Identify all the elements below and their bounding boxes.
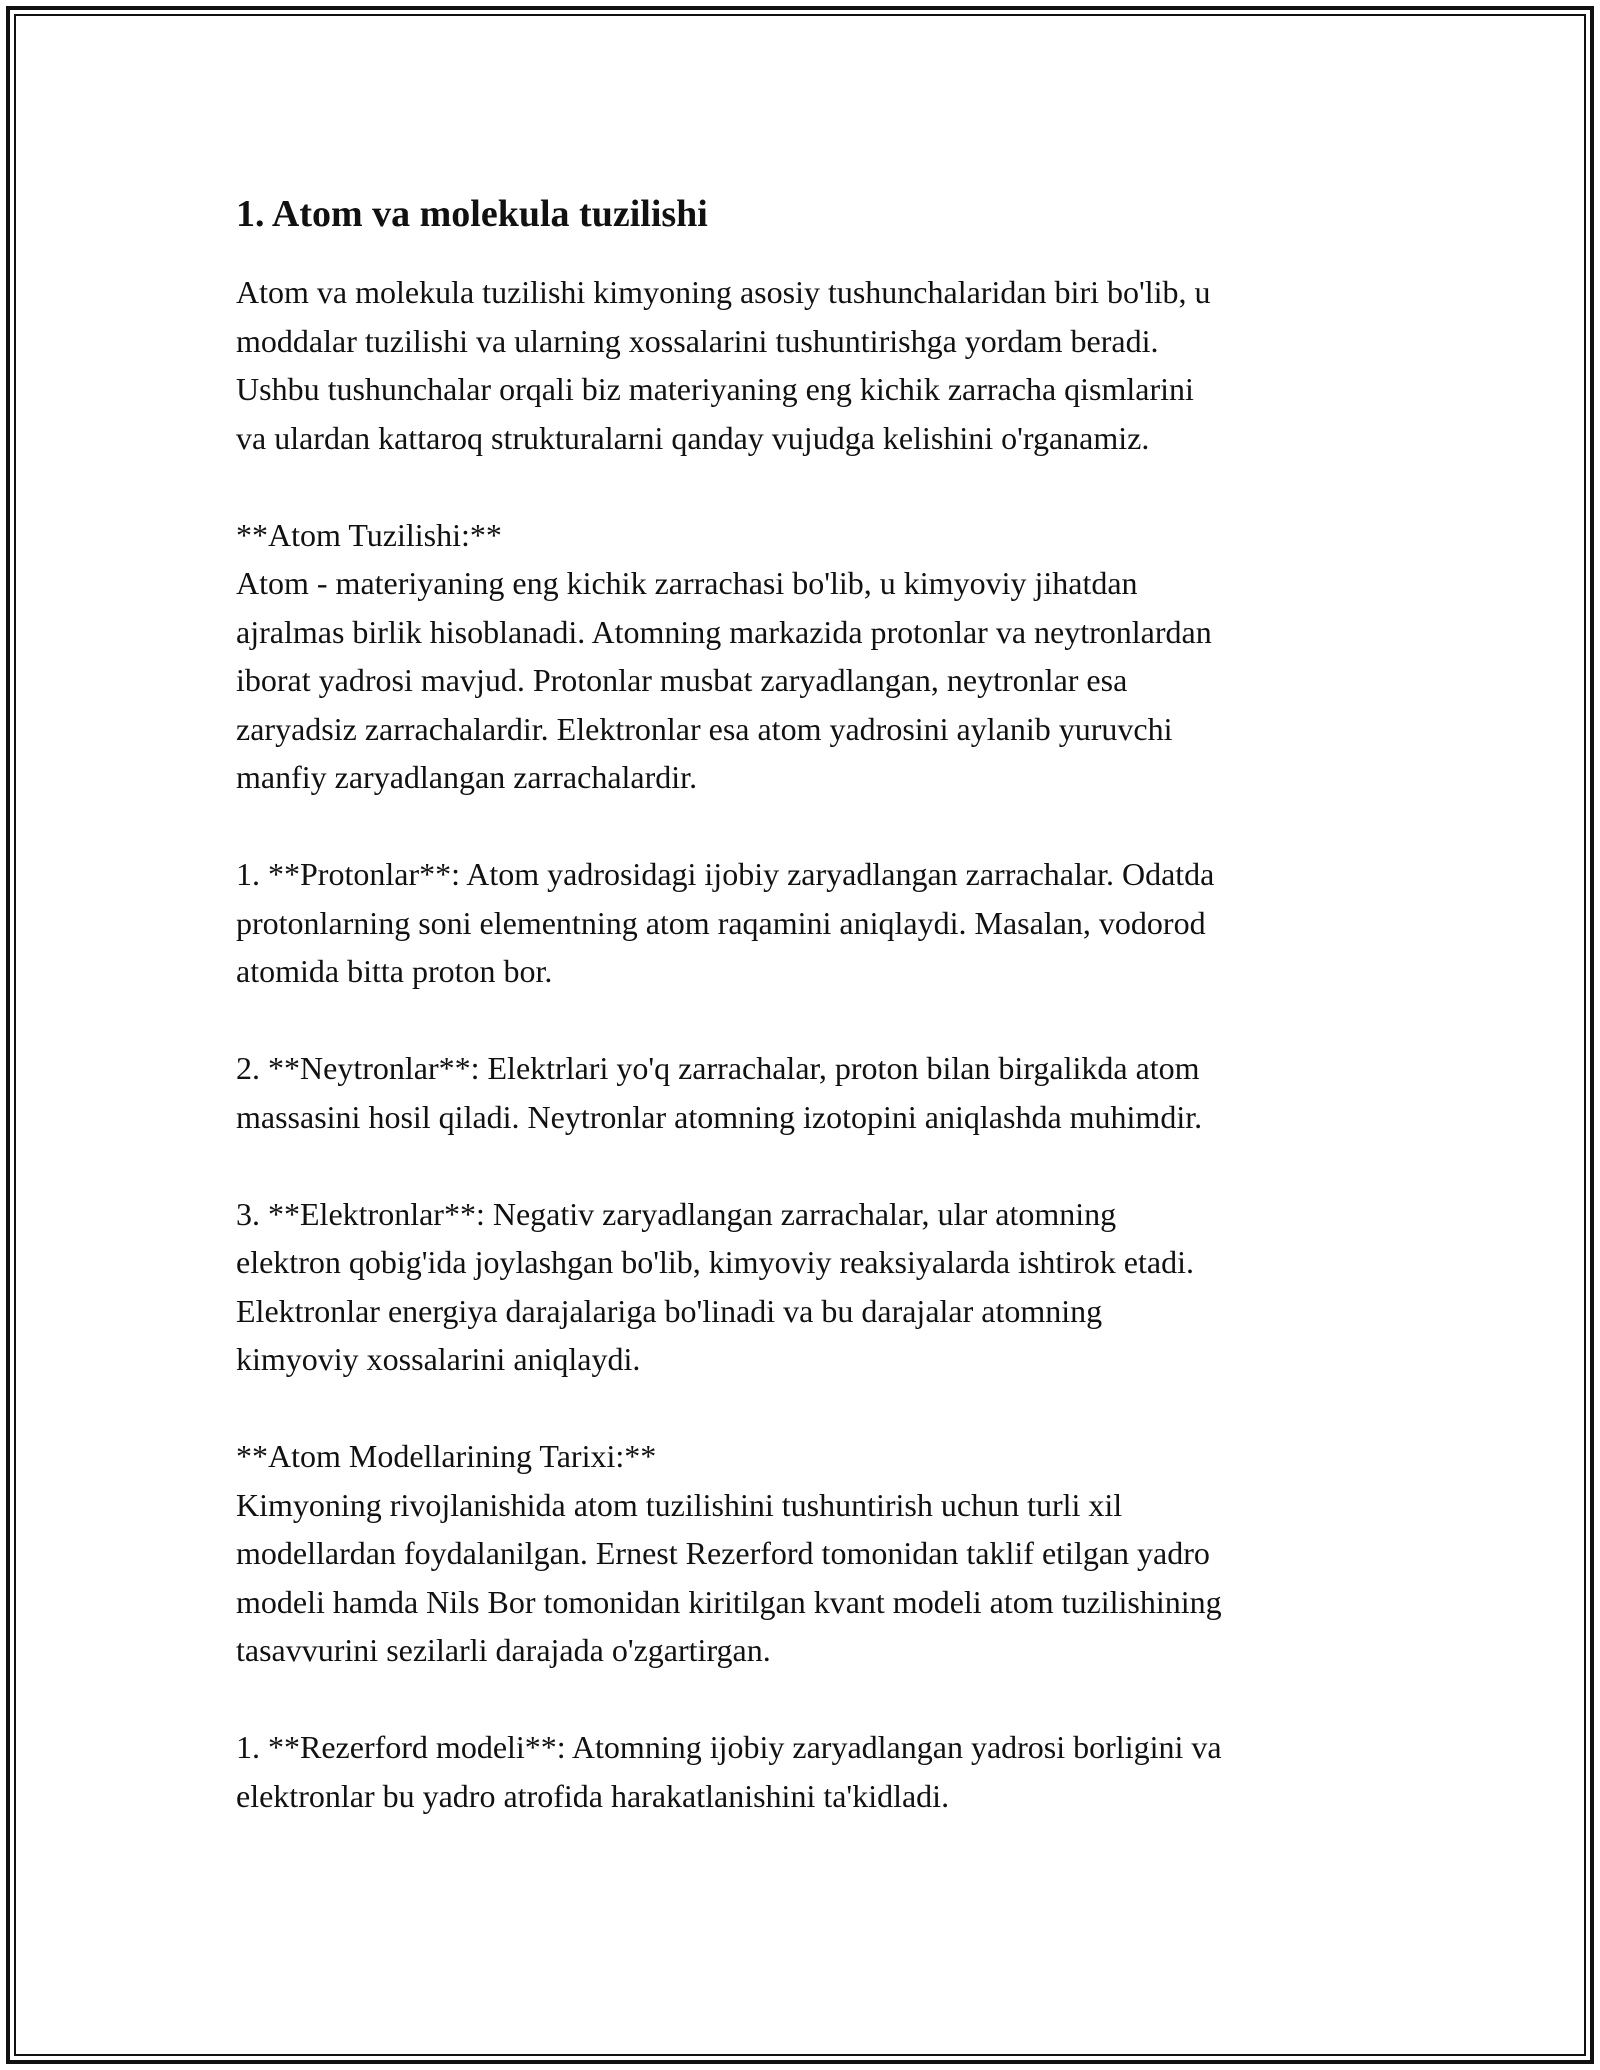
paragraph-spacer bbox=[236, 462, 1386, 511]
atom-structure-heading: **Atom Tuzilishi:** bbox=[236, 516, 502, 553]
list-item-neytronlar: 2. **Neytronlar**: Elektrlari yo'q zarrachalar, proton bilan birgalikda atom massasini hosil qiladi. Neytronlar atomning izotopini aniqlashda muhimdir. bbox=[236, 1050, 1203, 1135]
paragraph-spacer bbox=[236, 996, 1386, 1045]
document-body bbox=[236, 186, 1386, 1820]
paragraph-spacer bbox=[236, 1141, 1386, 1190]
atom-structure-paragraph: Atom - materiyaning eng kichik zarrachasi bo'lib, u kimyoviy jihatdan ajralmas birlik hisoblanadi. Atomning markazida protonlar va neytronlardan iborat yadrosi mavjud. Protonlar musbat zaryadlangan, neytronlar esa zaryadsiz zarrachalardir. Elektronlar esa atom yadrosini aylanib yuruvchi manfiy zaryadlangan zarrachalardir. bbox=[236, 565, 1212, 795]
paragraph-spacer bbox=[236, 802, 1386, 851]
paragraph-spacer bbox=[236, 1675, 1386, 1724]
models-history-paragraph: Kimyoning rivojlanishida atom tuzilishini tushuntirish uchun turli xil modellardan foydalanilgan. Ernest Rezerford tomonidan taklif etilgan yadro modeli hamda Nils Bor tomonidan kiritilgan kvant modeli atom tuzilishining tasavvurini sezilarli darajada o'zgartirgan. bbox=[236, 1486, 1222, 1668]
list-item-elektronlar: 3. **Elektronlar**: Negativ zaryadlangan zarrachalar, ular atomning elektron qobig'ida joylashgan bo'lib, kimyoviy reaksiyalarda ishtirok etadi. Elektronlar energiya darajalariga bo'linadi va bu darajalar atomning kimyoviy xossalarini aniqlaydi. bbox=[236, 1195, 1194, 1377]
models-history-heading: **Atom Modellarining Tarixi:** bbox=[236, 1438, 657, 1474]
intro-paragraph: Atom va molekula tuzilishi kimyoning asosiy tushunchalaridan biri bo'lib, u moddalar tuzilishi va ularning xossalarini tushuntirishga yordam beradi. Ushbu tushunchalar orqali biz materiyaning eng kichik zarracha qismlarini va ulardan kattaroq strukturalarni qanday vujudga kelishini o'rganamiz. bbox=[236, 274, 1211, 456]
paragraph-spacer bbox=[236, 1384, 1386, 1433]
document-title: 1. Atom va molekula tuzilishi bbox=[236, 193, 708, 235]
list-item-protonlar: 1. **Protonlar**: Atom yadrosidagi ijobiy zaryadlangan zarrachalar. Odatda protonlarning soni elementning atom raqamini aniqlaydi. Masalan, vodorod atomida bitta proton bor. bbox=[236, 856, 1215, 989]
list-item-rezerford-modeli: 1. **Rezerford modeli**: Atomning ijobiy zaryadlangan yadrosi borligini va elektronlar bu yadro atrofida harakatlanishini ta'kidladi. bbox=[236, 1729, 1222, 1814]
